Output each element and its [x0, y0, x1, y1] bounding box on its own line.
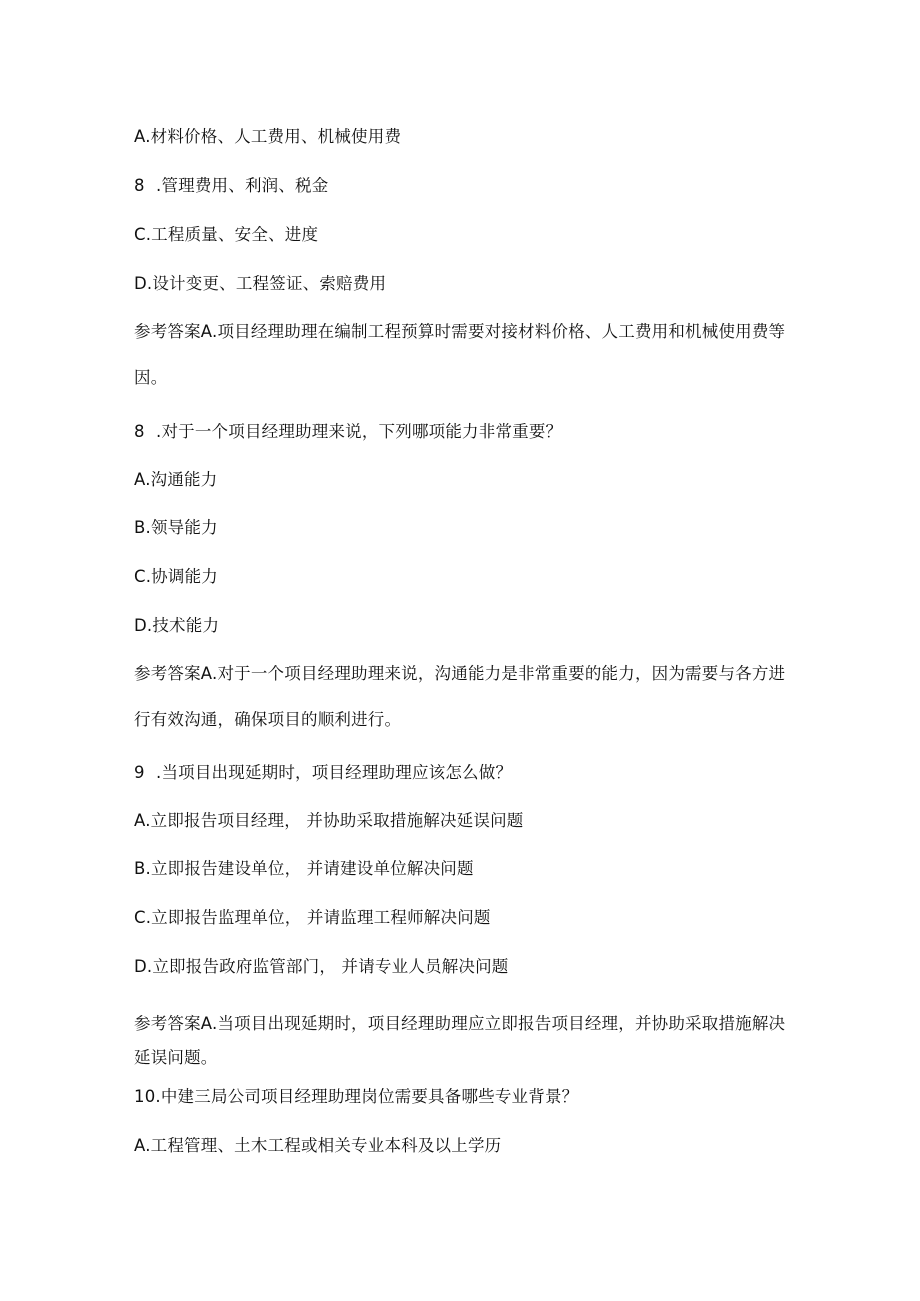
- option-9b: B.立即报告建设单位， 并请建设单位解决问题: [134, 859, 474, 878]
- question-number: 9: [134, 763, 145, 782]
- option-9a: A.立即报告项目经理， 并协助采取措施解决延误问题: [134, 811, 524, 830]
- answer-7: 参考答案A.项目经理助理在编制工程预算时需要对接材料价格、人工费用和机械使用费等因。: [134, 322, 786, 387]
- answer-8: 参考答案A.对于一个项目经理助理来说，沟通能力是非常重要的能力，因为需要与各方进行有效沟通，确保项目的顺利进行。: [134, 664, 786, 729]
- question-text: .当项目出现延期时，项目经理助理应该怎么做？: [156, 763, 513, 782]
- option-7c: C.工程质量、安全、进度: [134, 225, 319, 244]
- option-8c: C.协调能力: [134, 567, 218, 586]
- option-8d: D.技术能力: [134, 616, 220, 635]
- question-9: [134, 761, 794, 785]
- option-10a: A.工程管理、土木工程或相关专业本科及以上学历: [134, 1136, 502, 1155]
- option-7a: A.材料价格、人工费用、机械使用费: [134, 127, 402, 146]
- option-9d: D.立即报告政府监管部门， 并请专业人员解决问题: [134, 957, 509, 976]
- list-number: 8: [134, 176, 145, 195]
- question-number: 8: [134, 422, 145, 441]
- answer-9: 参考答案A.当项目出现延期时，项目经理助理应立即报告项目经理，并协助采取措施解决延误问题。: [134, 1014, 786, 1067]
- question-8: [134, 420, 794, 444]
- option-7b: [134, 174, 794, 198]
- question-10: 10.中建三局公司项目经理助理岗位需要具备哪些专业背景？: [134, 1087, 579, 1106]
- option-text: .管理费用、利润、税金: [156, 176, 329, 195]
- option-8a: A.沟通能力: [134, 470, 218, 489]
- question-text: .对于一个项目经理助理来说，下列哪项能力非常重要？: [156, 422, 563, 441]
- option-7d: D.设计变更、工程签证、索赔费用: [134, 274, 387, 293]
- option-8b: B.领导能力: [134, 518, 218, 537]
- option-9c: C.立即报告监理单位， 并请监理工程师解决问题: [134, 908, 491, 927]
